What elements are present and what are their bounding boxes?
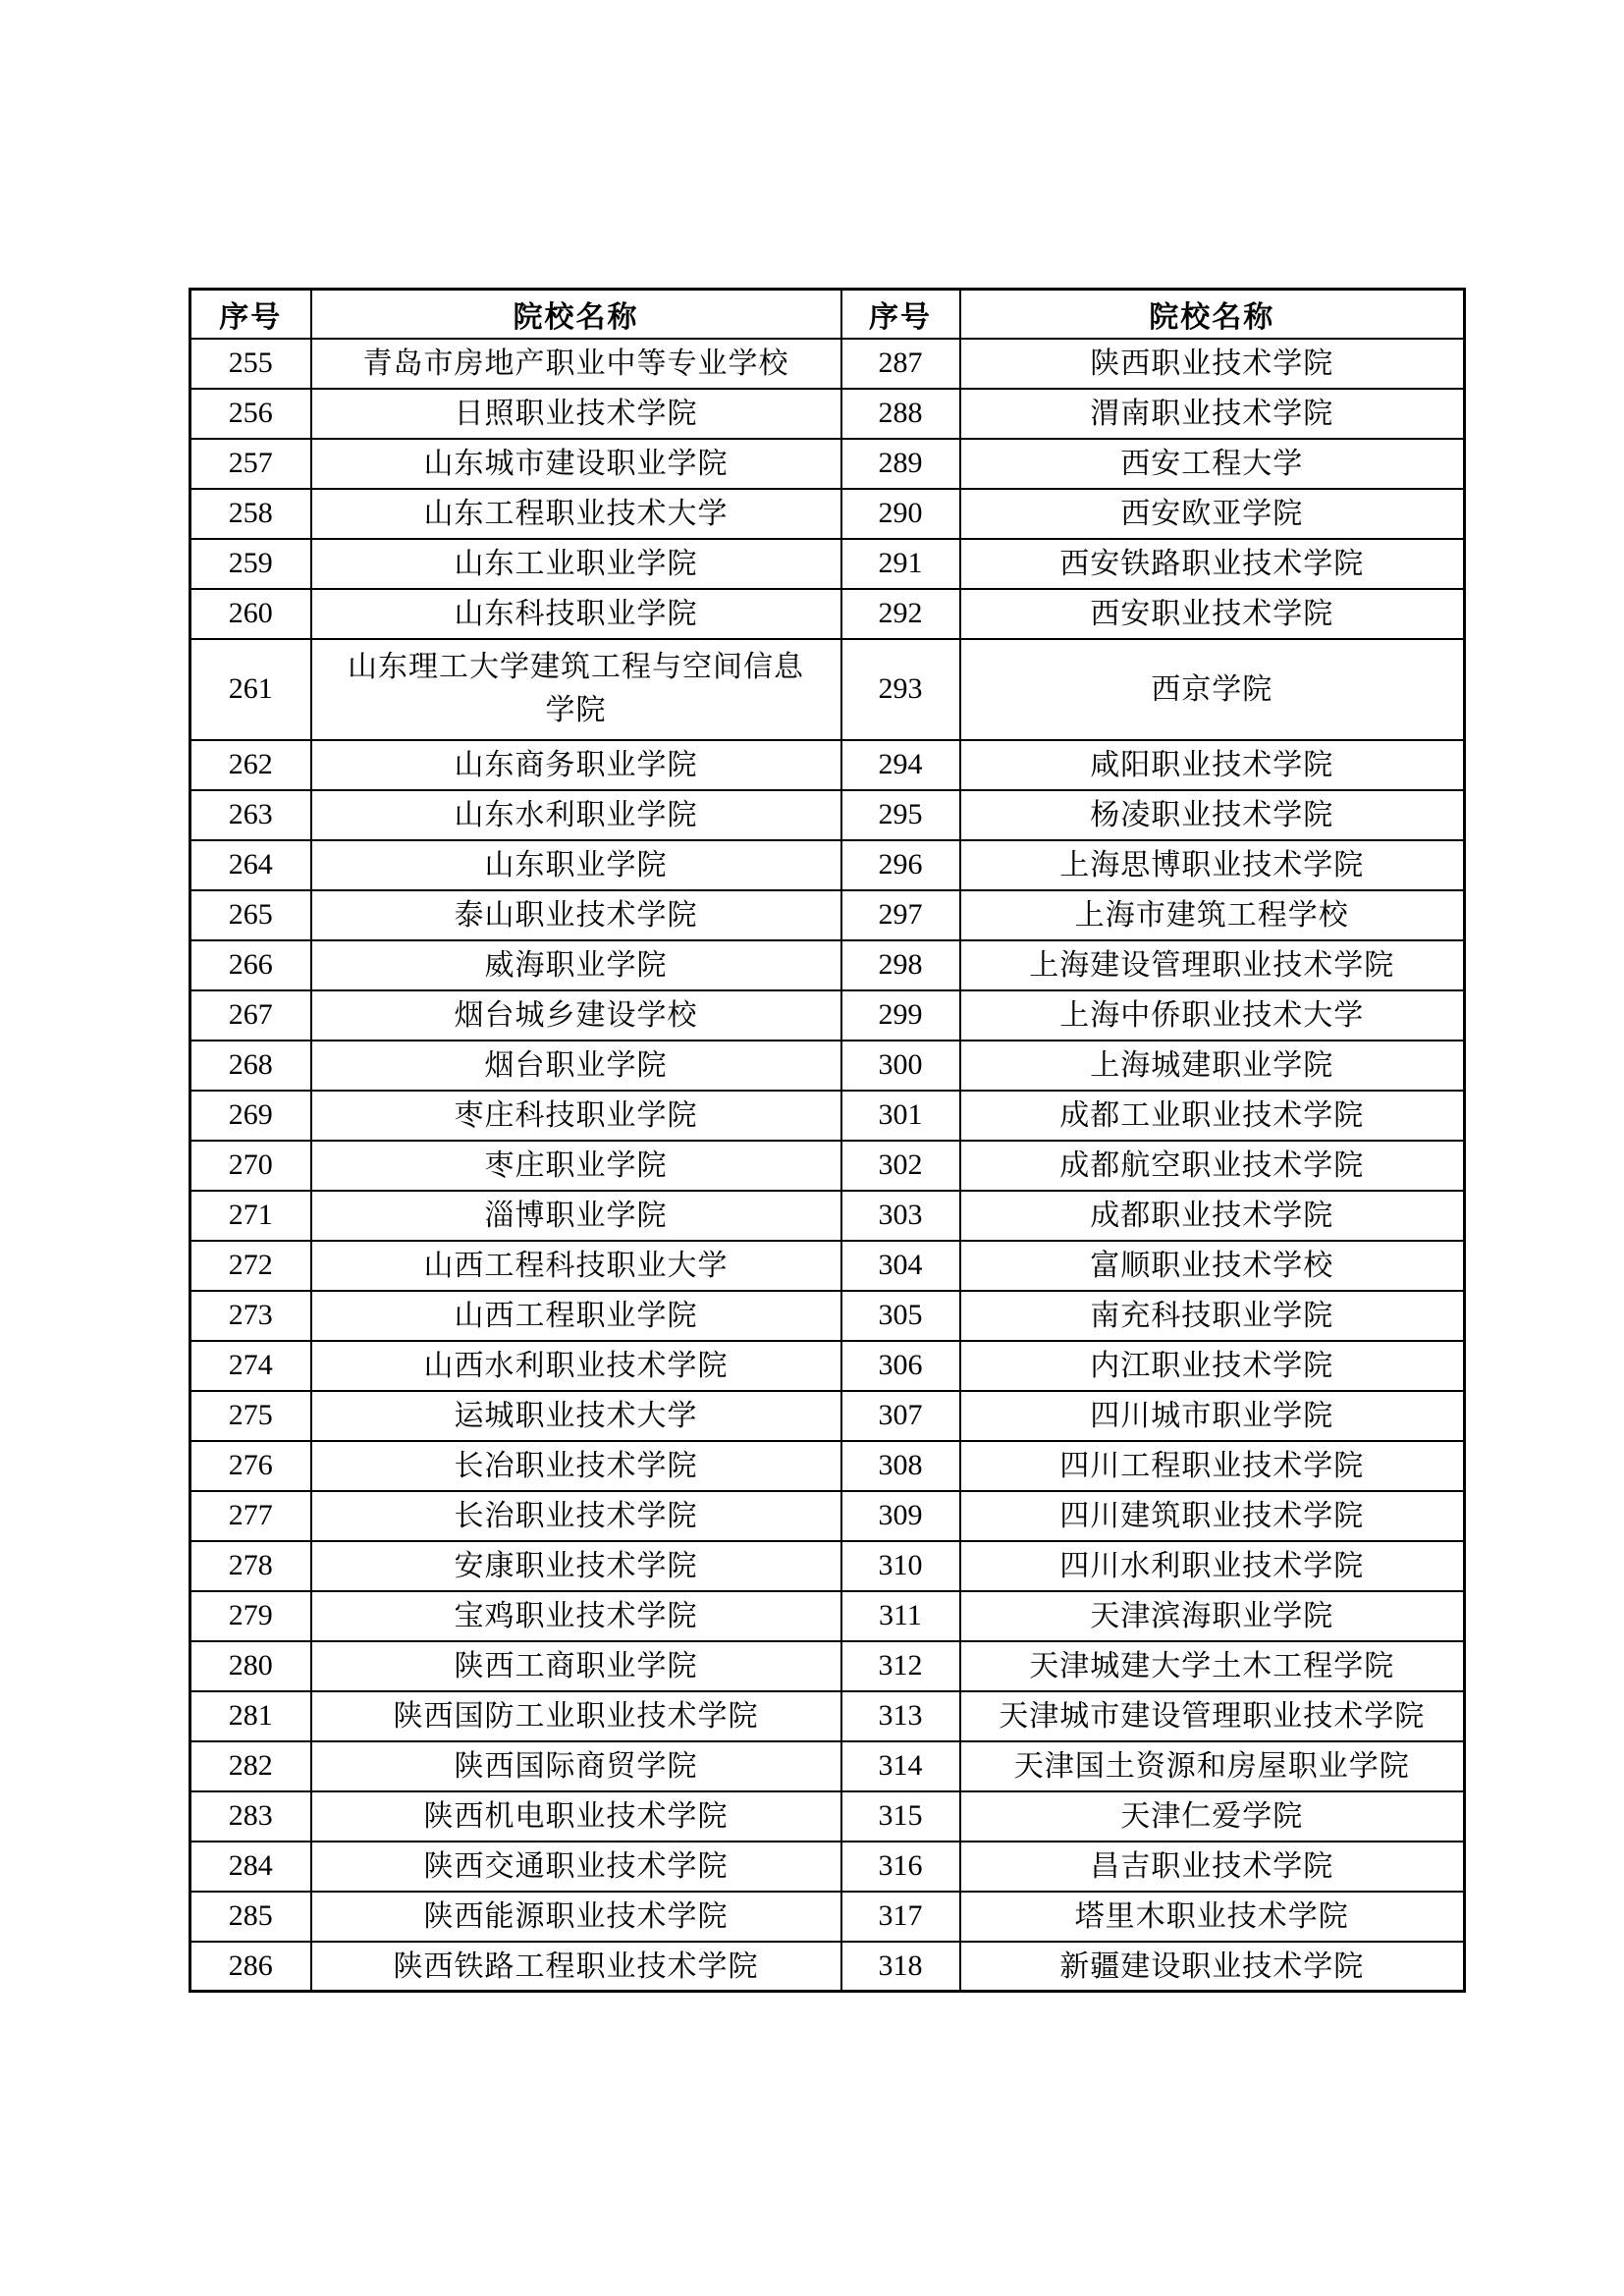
table-row [190, 339, 1465, 389]
cell-text: 281 [228, 1699, 273, 1732]
serial-cell [190, 1041, 311, 1091]
cell-text: 四川建筑职业技术学院 [1059, 1500, 1365, 1533]
cell-text: 309 [878, 1499, 923, 1531]
serial-cell [190, 1091, 311, 1141]
cell-text: 303 [878, 1199, 923, 1231]
cell-text: 宝鸡职业技术学院 [454, 1600, 698, 1633]
serial-cell [190, 1641, 311, 1691]
cell-text: 290 [878, 497, 923, 529]
cell-text: 260 [228, 597, 273, 629]
cell-text: 四川工程职业技术学院 [1059, 1450, 1365, 1483]
institution-name-cell [311, 1041, 841, 1091]
cell-text: 山东城市建设职业学院 [423, 448, 729, 481]
institution-name-cell [311, 940, 841, 990]
cell-text: 昌吉职业技术学院 [1090, 1850, 1334, 1884]
institution-name-cell [960, 1441, 1465, 1491]
cell-text: 280 [228, 1649, 273, 1682]
cell-text: 272 [228, 1249, 273, 1281]
institution-name-cell [960, 740, 1465, 790]
serial-cell [841, 1341, 960, 1391]
cell-text: 山东工程职业技术大学 [423, 498, 729, 531]
institution-name-cell [311, 1741, 841, 1791]
cell-text: 枣庄科技职业学院 [454, 1099, 698, 1133]
cell-text: 261 [228, 672, 273, 705]
serial-cell [841, 1241, 960, 1291]
serial-cell [190, 1141, 311, 1191]
cell-text: 274 [228, 1349, 273, 1381]
serial-cell [190, 1541, 311, 1591]
cell-text: 山西工程职业学院 [454, 1300, 698, 1333]
cell-text: 陕西交通职业技术学院 [423, 1850, 729, 1884]
cell-text: 263 [228, 798, 273, 830]
serial-cell [190, 1391, 311, 1441]
institution-name-cell [960, 389, 1465, 439]
institutions-table [189, 288, 1466, 1993]
institution-name-cell [960, 339, 1465, 389]
serial-cell [190, 1341, 311, 1391]
institution-name-cell [311, 639, 841, 740]
table-row [190, 539, 1465, 589]
cell-text: 293 [878, 672, 923, 705]
serial-cell [190, 1942, 311, 1992]
table-row [190, 639, 1465, 740]
institution-name-cell [311, 1291, 841, 1341]
serial-cell [841, 639, 960, 740]
cell-text: 299 [878, 998, 923, 1031]
cell-text: 新疆建设职业技术学院 [1059, 1949, 1365, 1983]
table-row [190, 1091, 1465, 1141]
cell-text: 304 [878, 1249, 923, 1281]
cell-text: 日照职业技术学院 [454, 398, 698, 431]
cell-text: 267 [228, 998, 273, 1031]
cell-text: 安康职业技术学院 [454, 1550, 698, 1583]
serial-cell [841, 1041, 960, 1091]
institution-name-cell [311, 1541, 841, 1591]
cell-text: 渭南职业技术学院 [1090, 398, 1334, 431]
serial-cell [841, 539, 960, 589]
cell-text: 315 [878, 1799, 923, 1832]
table-row [190, 1391, 1465, 1441]
institution-name-cell [960, 890, 1465, 940]
cell-text: 长冶职业技术学院 [454, 1450, 698, 1483]
cell-text: 天津仁爱学院 [1120, 1800, 1304, 1834]
institution-name-cell [311, 1391, 841, 1441]
serial-cell [841, 1191, 960, 1241]
cell-text: 279 [228, 1599, 273, 1631]
serial-cell [841, 1441, 960, 1491]
cell-text: 316 [878, 1849, 923, 1882]
cell-text: 262 [228, 748, 273, 780]
cell-text: 256 [228, 397, 273, 429]
cell-text: 302 [878, 1148, 923, 1181]
cell-text: 300 [878, 1048, 923, 1081]
institution-name-cell [960, 1191, 1465, 1241]
cell-text: 271 [228, 1199, 273, 1231]
serial-cell [841, 1291, 960, 1341]
institution-name-cell [311, 539, 841, 589]
institution-name-cell [960, 1741, 1465, 1791]
serial-cell [841, 489, 960, 539]
table-row [190, 1141, 1465, 1191]
cell-text: 烟台城乡建设学校 [454, 999, 698, 1033]
serial-cell [841, 1842, 960, 1892]
table-row [190, 740, 1465, 790]
cell-text: 312 [878, 1649, 923, 1682]
table-row [190, 1291, 1465, 1341]
cell-text: 297 [878, 898, 923, 931]
table-body [190, 339, 1465, 1992]
cell-text: 运城职业技术大学 [454, 1400, 698, 1433]
cell-text: 山东商务职业学院 [454, 749, 698, 782]
table-row [190, 840, 1465, 890]
serial-cell [190, 1441, 311, 1491]
cell-text: 山西工程科技职业大学 [423, 1250, 729, 1283]
cell-text: 山东水利职业学院 [454, 799, 698, 832]
table-row [190, 790, 1465, 840]
serial-cell [841, 1691, 960, 1741]
serial-cell [841, 1091, 960, 1141]
cell-text: 276 [228, 1449, 273, 1481]
institution-name-cell [960, 990, 1465, 1041]
cell-text: 泰山职业技术学院 [454, 899, 698, 933]
table-row [190, 1241, 1465, 1291]
cell-text: 277 [228, 1499, 273, 1531]
institution-name-cell [960, 1791, 1465, 1842]
institution-name-cell [960, 1591, 1465, 1641]
cell-text: 西安职业技术学院 [1090, 598, 1334, 631]
cell-text: 269 [228, 1098, 273, 1131]
cell-text: 西京学院 [1151, 673, 1273, 707]
institution-name-cell [311, 1892, 841, 1942]
col-header-name-right: 院校名称 [960, 290, 1465, 339]
cell-text: 天津国土资源和房屋职业学院 [1013, 1750, 1410, 1784]
serial-cell [841, 740, 960, 790]
cell-text: 山西水利职业技术学院 [423, 1350, 729, 1383]
cell-text: 山东科技职业学院 [454, 598, 698, 631]
institution-name-cell [960, 1291, 1465, 1341]
cell-text: 淄博职业学院 [484, 1200, 668, 1233]
table-row [190, 1942, 1465, 1992]
cell-text: 310 [878, 1549, 923, 1581]
cell-text: 富顺职业技术学校 [1090, 1250, 1334, 1283]
cell-text: 南充科技职业学院 [1090, 1300, 1334, 1333]
institution-name-cell [311, 740, 841, 790]
serial-cell [190, 1691, 311, 1741]
cell-text: 天津城市建设管理职业技术学院 [999, 1700, 1426, 1734]
serial-cell [190, 589, 311, 639]
serial-cell [190, 439, 311, 489]
institution-name-cell [311, 1091, 841, 1141]
serial-cell [190, 1741, 311, 1791]
cell-text: 305 [878, 1299, 923, 1331]
serial-cell [841, 1791, 960, 1842]
cell-text: 陕西国防工业职业技术学院 [393, 1700, 759, 1734]
serial-cell [190, 740, 311, 790]
table-row [190, 990, 1465, 1041]
cell-text: 杨凌职业技术学院 [1090, 799, 1334, 832]
institution-name-cell [311, 1842, 841, 1892]
table-row [190, 1591, 1465, 1641]
table-row [190, 1892, 1465, 1942]
cell-text: 294 [878, 748, 923, 780]
cell-text: 成都工业职业技术学院 [1059, 1099, 1365, 1133]
serial-cell [841, 940, 960, 990]
cell-text: 陕西工商职业学院 [454, 1650, 698, 1683]
serial-cell [841, 389, 960, 439]
institution-name-cell [960, 1942, 1465, 1992]
cell-text: 286 [228, 1949, 273, 1982]
cell-text: 长治职业技术学院 [454, 1500, 698, 1533]
serial-cell [190, 990, 311, 1041]
institution-name-cell [311, 1641, 841, 1691]
institution-name-cell [960, 1341, 1465, 1391]
col-header-name-left: 院校名称 [311, 290, 841, 339]
cell-text: 317 [878, 1899, 923, 1932]
institution-name-cell [311, 790, 841, 840]
institution-name-cell [311, 990, 841, 1041]
serial-cell [190, 539, 311, 589]
cell-text: 上海市建筑工程学校 [1074, 899, 1349, 933]
institution-name-cell [311, 1341, 841, 1391]
serial-cell [841, 589, 960, 639]
cell-text: 天津滨海职业学院 [1090, 1600, 1334, 1633]
cell-text: 308 [878, 1449, 923, 1481]
cell-text: 301 [878, 1098, 923, 1131]
institution-name-cell [960, 1041, 1465, 1091]
serial-cell [190, 639, 311, 740]
institution-name-cell [311, 589, 841, 639]
institution-name-cell [311, 1141, 841, 1191]
serial-cell [841, 439, 960, 489]
cell-text: 257 [228, 447, 273, 479]
serial-cell [190, 489, 311, 539]
table-row [190, 1791, 1465, 1842]
table-row [190, 890, 1465, 940]
institution-name-cell [960, 1141, 1465, 1191]
institution-name-cell [311, 1191, 841, 1241]
table-row [190, 589, 1465, 639]
cell-text: 威海职业学院 [484, 949, 668, 983]
institution-name-cell [311, 339, 841, 389]
cell-text: 270 [228, 1148, 273, 1181]
institution-name-cell [960, 1091, 1465, 1141]
cell-text: 塔里木职业技术学院 [1074, 1900, 1349, 1934]
institution-name-cell [311, 1591, 841, 1641]
table-header [190, 290, 1465, 339]
serial-cell [841, 1491, 960, 1541]
serial-cell [190, 1191, 311, 1241]
cell-text: 上海城建职业学院 [1090, 1049, 1334, 1083]
cell-text: 313 [878, 1699, 923, 1732]
cell-text: 288 [878, 397, 923, 429]
cell-text: 成都航空职业技术学院 [1059, 1149, 1365, 1183]
cell-text: 山东职业学院 [484, 849, 668, 882]
cell-text: 289 [878, 447, 923, 479]
cell-text: 内江职业技术学院 [1090, 1350, 1334, 1383]
cell-text: 278 [228, 1549, 273, 1581]
cell-text: 314 [878, 1749, 923, 1782]
cell-text: 273 [228, 1299, 273, 1331]
cell-text: 山东工业职业学院 [454, 548, 698, 581]
serial-cell [190, 890, 311, 940]
institution-name-cell [960, 1491, 1465, 1541]
cell-text: 陕西国际商贸学院 [454, 1750, 698, 1784]
table-row [190, 1842, 1465, 1892]
cell-text: 咸阳职业技术学院 [1090, 749, 1334, 782]
cell-text: 259 [228, 547, 273, 579]
table-row [190, 1741, 1465, 1791]
cell-text: 上海思博职业技术学院 [1059, 849, 1365, 882]
cell-text: 陕西铁路工程职业技术学院 [393, 1949, 759, 1983]
cell-text: 上海建设管理职业技术学院 [1029, 949, 1395, 983]
cell-text: 陕西机电职业技术学院 [423, 1800, 729, 1834]
serial-cell [841, 890, 960, 940]
cell-text: 283 [228, 1799, 273, 1832]
institution-name-cell [960, 639, 1465, 740]
serial-cell [841, 790, 960, 840]
cell-text: 四川水利职业技术学院 [1059, 1550, 1365, 1583]
serial-cell [190, 389, 311, 439]
cell-text: 282 [228, 1749, 273, 1782]
table-row [190, 489, 1465, 539]
cell-text: 298 [878, 948, 923, 981]
cell-text: 陕西职业技术学院 [1090, 347, 1334, 381]
serial-cell [190, 790, 311, 840]
cell-text: 265 [228, 898, 273, 931]
cell-text: 成都职业技术学院 [1090, 1200, 1334, 1233]
serial-cell [190, 1892, 311, 1942]
cell-text: 266 [228, 948, 273, 981]
institution-name-cell [311, 439, 841, 489]
serial-cell [190, 1291, 311, 1341]
institution-name-cell [960, 1641, 1465, 1691]
cell-text: 296 [878, 848, 923, 881]
serial-cell [841, 1942, 960, 1992]
table-row [190, 1491, 1465, 1541]
cell-text: 255 [228, 347, 273, 379]
institution-name-cell [311, 1942, 841, 1992]
serial-cell [190, 1591, 311, 1641]
serial-cell [190, 339, 311, 389]
cell-text: 285 [228, 1899, 273, 1932]
cell-text: 西安欧亚学院 [1120, 498, 1304, 531]
institution-name-cell [960, 1842, 1465, 1892]
serial-cell [190, 940, 311, 990]
institution-name-cell [960, 840, 1465, 890]
table-row [190, 1641, 1465, 1691]
institution-name-cell [960, 1391, 1465, 1441]
institution-name-cell [311, 1241, 841, 1291]
serial-cell [841, 1892, 960, 1942]
cell-text: 275 [228, 1399, 273, 1431]
cell-text: 291 [878, 547, 923, 579]
col-header-serial-right: 序号 [841, 290, 960, 339]
serial-cell [190, 1491, 311, 1541]
serial-cell [190, 1791, 311, 1842]
table-row [190, 1541, 1465, 1591]
institution-name-cell [960, 1541, 1465, 1591]
cell-text: 287 [878, 347, 923, 379]
institution-name-cell [311, 1491, 841, 1541]
institution-name-cell [311, 1691, 841, 1741]
cell-text: 青岛市房地产职业中等专业学校 [362, 347, 789, 381]
institution-name-cell [960, 489, 1465, 539]
table-row [190, 1341, 1465, 1391]
institution-name-cell [311, 489, 841, 539]
cell-text: 307 [878, 1399, 923, 1431]
table-row [190, 1041, 1465, 1091]
cell-text: 264 [228, 848, 273, 881]
cell-text: 318 [878, 1949, 923, 1982]
institution-name-cell [960, 940, 1465, 990]
serial-cell [841, 840, 960, 890]
serial-cell [841, 990, 960, 1041]
serial-cell [190, 1241, 311, 1291]
serial-cell [841, 1541, 960, 1591]
serial-cell [190, 1842, 311, 1892]
institution-name-cell [311, 1441, 841, 1491]
table-row [190, 1441, 1465, 1491]
institution-name-cell [960, 1241, 1465, 1291]
institution-name-cell [960, 539, 1465, 589]
institution-name-cell [960, 1892, 1465, 1942]
serial-cell [190, 840, 311, 890]
cell-text: 山东理工大学建筑工程与空间信息学院 [348, 651, 804, 726]
institution-name-cell [960, 439, 1465, 489]
table-row [190, 1191, 1465, 1241]
header-row [190, 290, 1465, 339]
cell-text: 292 [878, 597, 923, 629]
serial-cell [841, 1391, 960, 1441]
table-row [190, 940, 1465, 990]
cell-text: 西安铁路职业技术学院 [1059, 548, 1365, 581]
cell-text: 天津城建大学土木工程学院 [1029, 1650, 1395, 1683]
table-row [190, 389, 1465, 439]
cell-text: 四川城市职业学院 [1090, 1400, 1334, 1433]
institution-name-cell [311, 890, 841, 940]
institution-name-cell [311, 389, 841, 439]
serial-cell [841, 1591, 960, 1641]
cell-text: 295 [878, 798, 923, 830]
cell-text: 311 [879, 1599, 922, 1631]
cell-text: 西安工程大学 [1120, 448, 1304, 481]
cell-text: 上海中侨职业技术大学 [1059, 999, 1365, 1033]
cell-text: 烟台职业学院 [484, 1049, 668, 1083]
institution-name-cell [960, 1691, 1465, 1741]
institution-name-cell [960, 589, 1465, 639]
cell-text: 284 [228, 1849, 273, 1882]
serial-cell [841, 1741, 960, 1791]
col-header-serial-left: 序号 [190, 290, 311, 339]
cell-text: 枣庄职业学院 [484, 1149, 668, 1183]
institution-name-cell [311, 1791, 841, 1842]
cell-text: 258 [228, 497, 273, 529]
serial-cell [841, 1141, 960, 1191]
cell-text: 陕西能源职业技术学院 [423, 1900, 729, 1934]
cell-text: 306 [878, 1349, 923, 1381]
table-row [190, 439, 1465, 489]
institution-name-cell [960, 790, 1465, 840]
institution-name-cell [311, 840, 841, 890]
serial-cell [841, 339, 960, 389]
cell-text: 268 [228, 1048, 273, 1081]
table-row [190, 1691, 1465, 1741]
serial-cell [841, 1641, 960, 1691]
